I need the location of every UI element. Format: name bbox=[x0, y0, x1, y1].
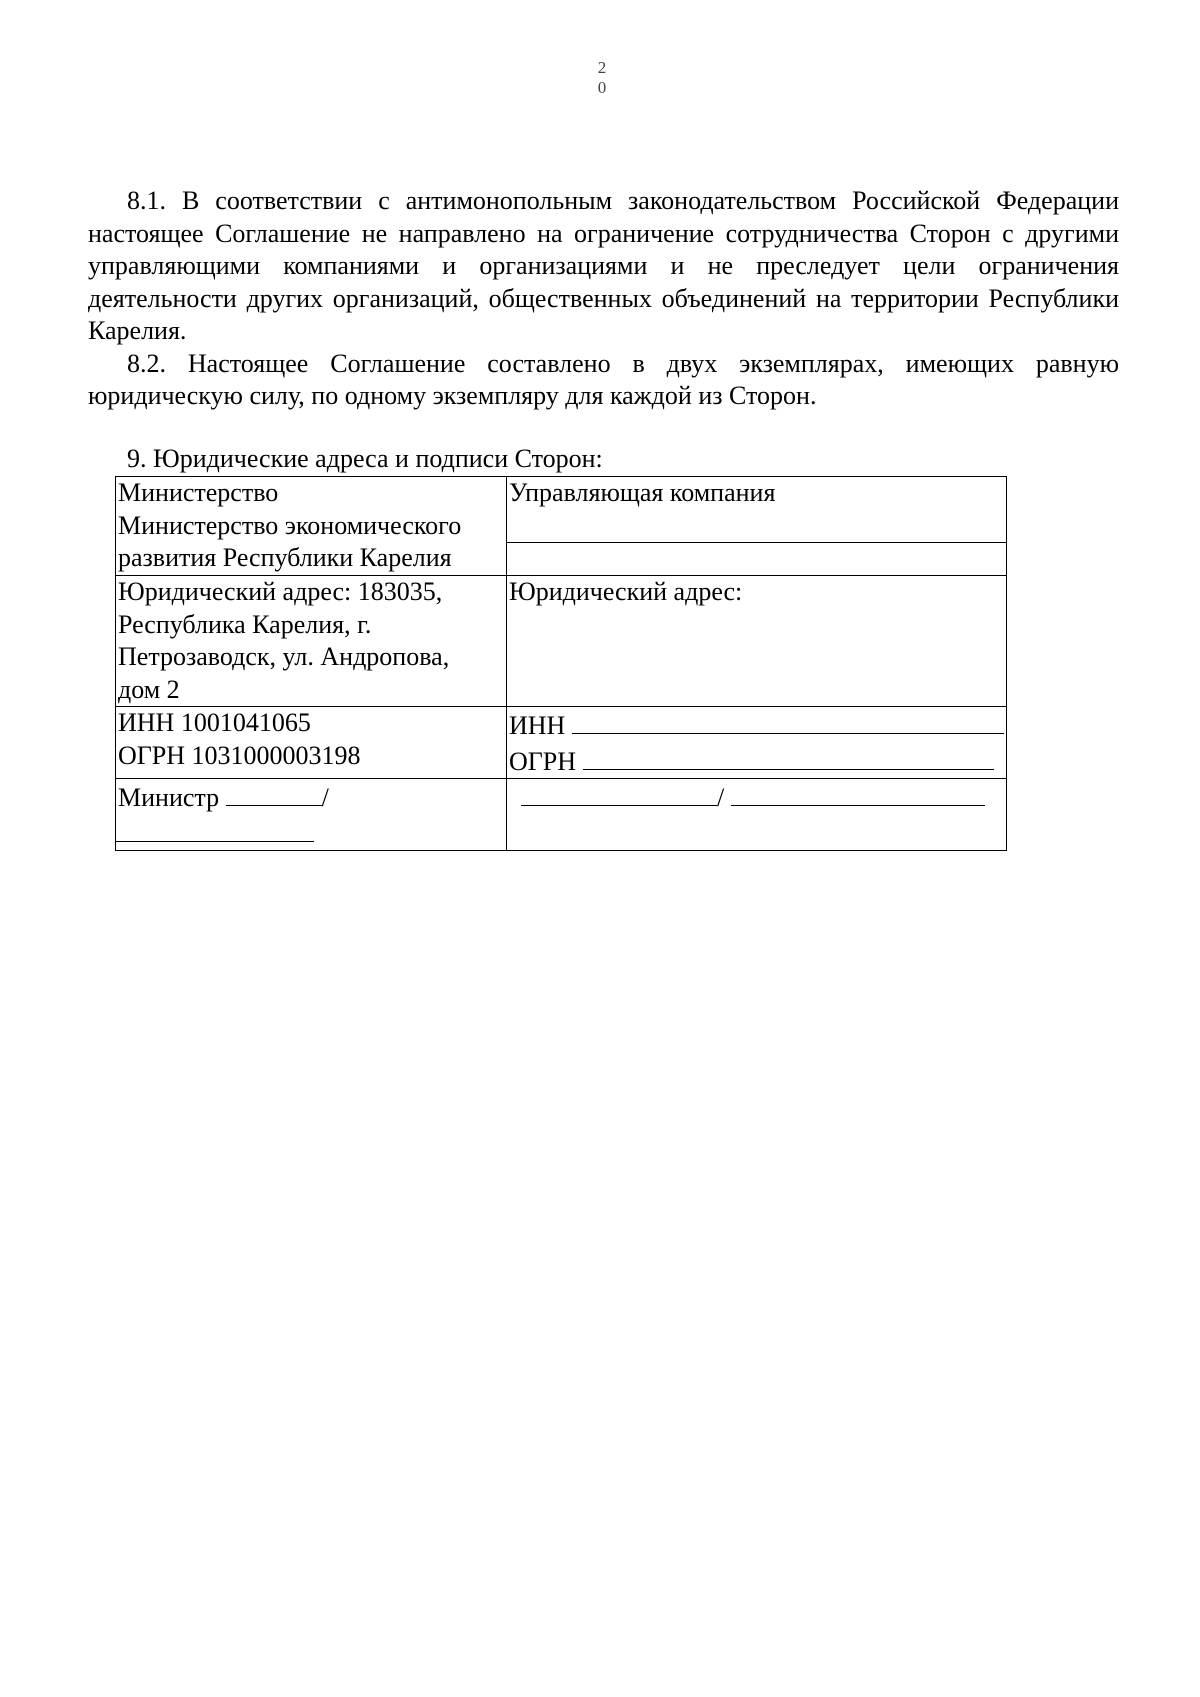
paragraph-8-1: 8.1. В соответствии с антимонопольным законодательством Российской Федерации настоящее Соглашение не направлено на ограничение сотрудничества Сторон с другими управляющими компаниями и организациями и не преследует цели ограничения деятельности других организаций, общественных объединений на территории Республики Карелия. bbox=[88, 186, 1119, 345]
ministry-registration-cell bbox=[116, 707, 507, 779]
ministry-address-line-3: Петрозаводск, ул. Андропова, bbox=[118, 642, 450, 671]
ministry-address-line-1: Юридический адрес: 183035, bbox=[118, 577, 443, 606]
minister-label: Министр bbox=[118, 783, 220, 812]
company-ogrn-label: ОГРН bbox=[509, 746, 577, 776]
table-row-organization bbox=[116, 477, 1007, 576]
table-row-registration bbox=[116, 707, 1007, 779]
ministry-address-line-4: дом 2 bbox=[118, 674, 180, 704]
ministry-signature-line bbox=[118, 779, 504, 815]
table-row-signatures bbox=[116, 779, 1007, 851]
company-signature-cell bbox=[507, 779, 1007, 851]
company-name-blank-row bbox=[507, 542, 1006, 575]
minister-name-line bbox=[118, 815, 504, 851]
page-number: 2 0 bbox=[597, 58, 607, 97]
company-registration-cell bbox=[507, 707, 1007, 779]
ministry-address-line-2: Республика Карелия, г. bbox=[118, 609, 372, 639]
ministry-inn: ИНН 1001041065 bbox=[118, 708, 311, 737]
table-row-address bbox=[116, 576, 1007, 707]
ministry-name-line-1: Министерство экономического bbox=[118, 510, 462, 540]
minister-signature-blank bbox=[226, 779, 322, 806]
company-inn-label: ИНН bbox=[509, 711, 566, 740]
company-address-label: Юридический адрес: bbox=[509, 577, 743, 606]
minister-name-blank bbox=[116, 815, 314, 842]
company-signature-blank bbox=[521, 779, 717, 806]
document-body bbox=[88, 185, 1119, 413]
company-signature-line bbox=[509, 779, 1004, 815]
ministry-name-line-2: развития Республики Карелия bbox=[118, 543, 452, 572]
company-signer-name-blank bbox=[731, 779, 985, 806]
company-address-cell bbox=[507, 576, 1007, 707]
company-name-cell bbox=[507, 477, 1007, 576]
company-inn-blank bbox=[572, 707, 1004, 734]
ministry-address-cell bbox=[116, 576, 507, 707]
ministry-label: Министерство bbox=[118, 478, 279, 507]
parties-table bbox=[115, 476, 1007, 851]
company-name-blank bbox=[509, 510, 1004, 543]
paragraph-8-2: 8.2. Настоящее Соглашение составлено в двух экземплярах, имеющих равную юридическую силу, по одному экземпляру для каждой из Сторон. bbox=[88, 348, 1119, 410]
ministry-ogrn: ОГРН 1031000003198 bbox=[118, 740, 361, 770]
ministry-name-cell bbox=[116, 477, 507, 576]
company-label: Управляющая компания bbox=[509, 478, 776, 507]
company-inn-line bbox=[509, 707, 1004, 743]
company-slash: / bbox=[717, 783, 725, 812]
company-ogrn-blank bbox=[583, 743, 994, 770]
company-ogrn-line bbox=[509, 743, 1004, 779]
section-9-heading: 9. Юридические адреса и подписи Сторон: bbox=[127, 444, 603, 473]
minister-slash: / bbox=[321, 783, 329, 812]
ministry-signature-cell bbox=[116, 779, 507, 851]
